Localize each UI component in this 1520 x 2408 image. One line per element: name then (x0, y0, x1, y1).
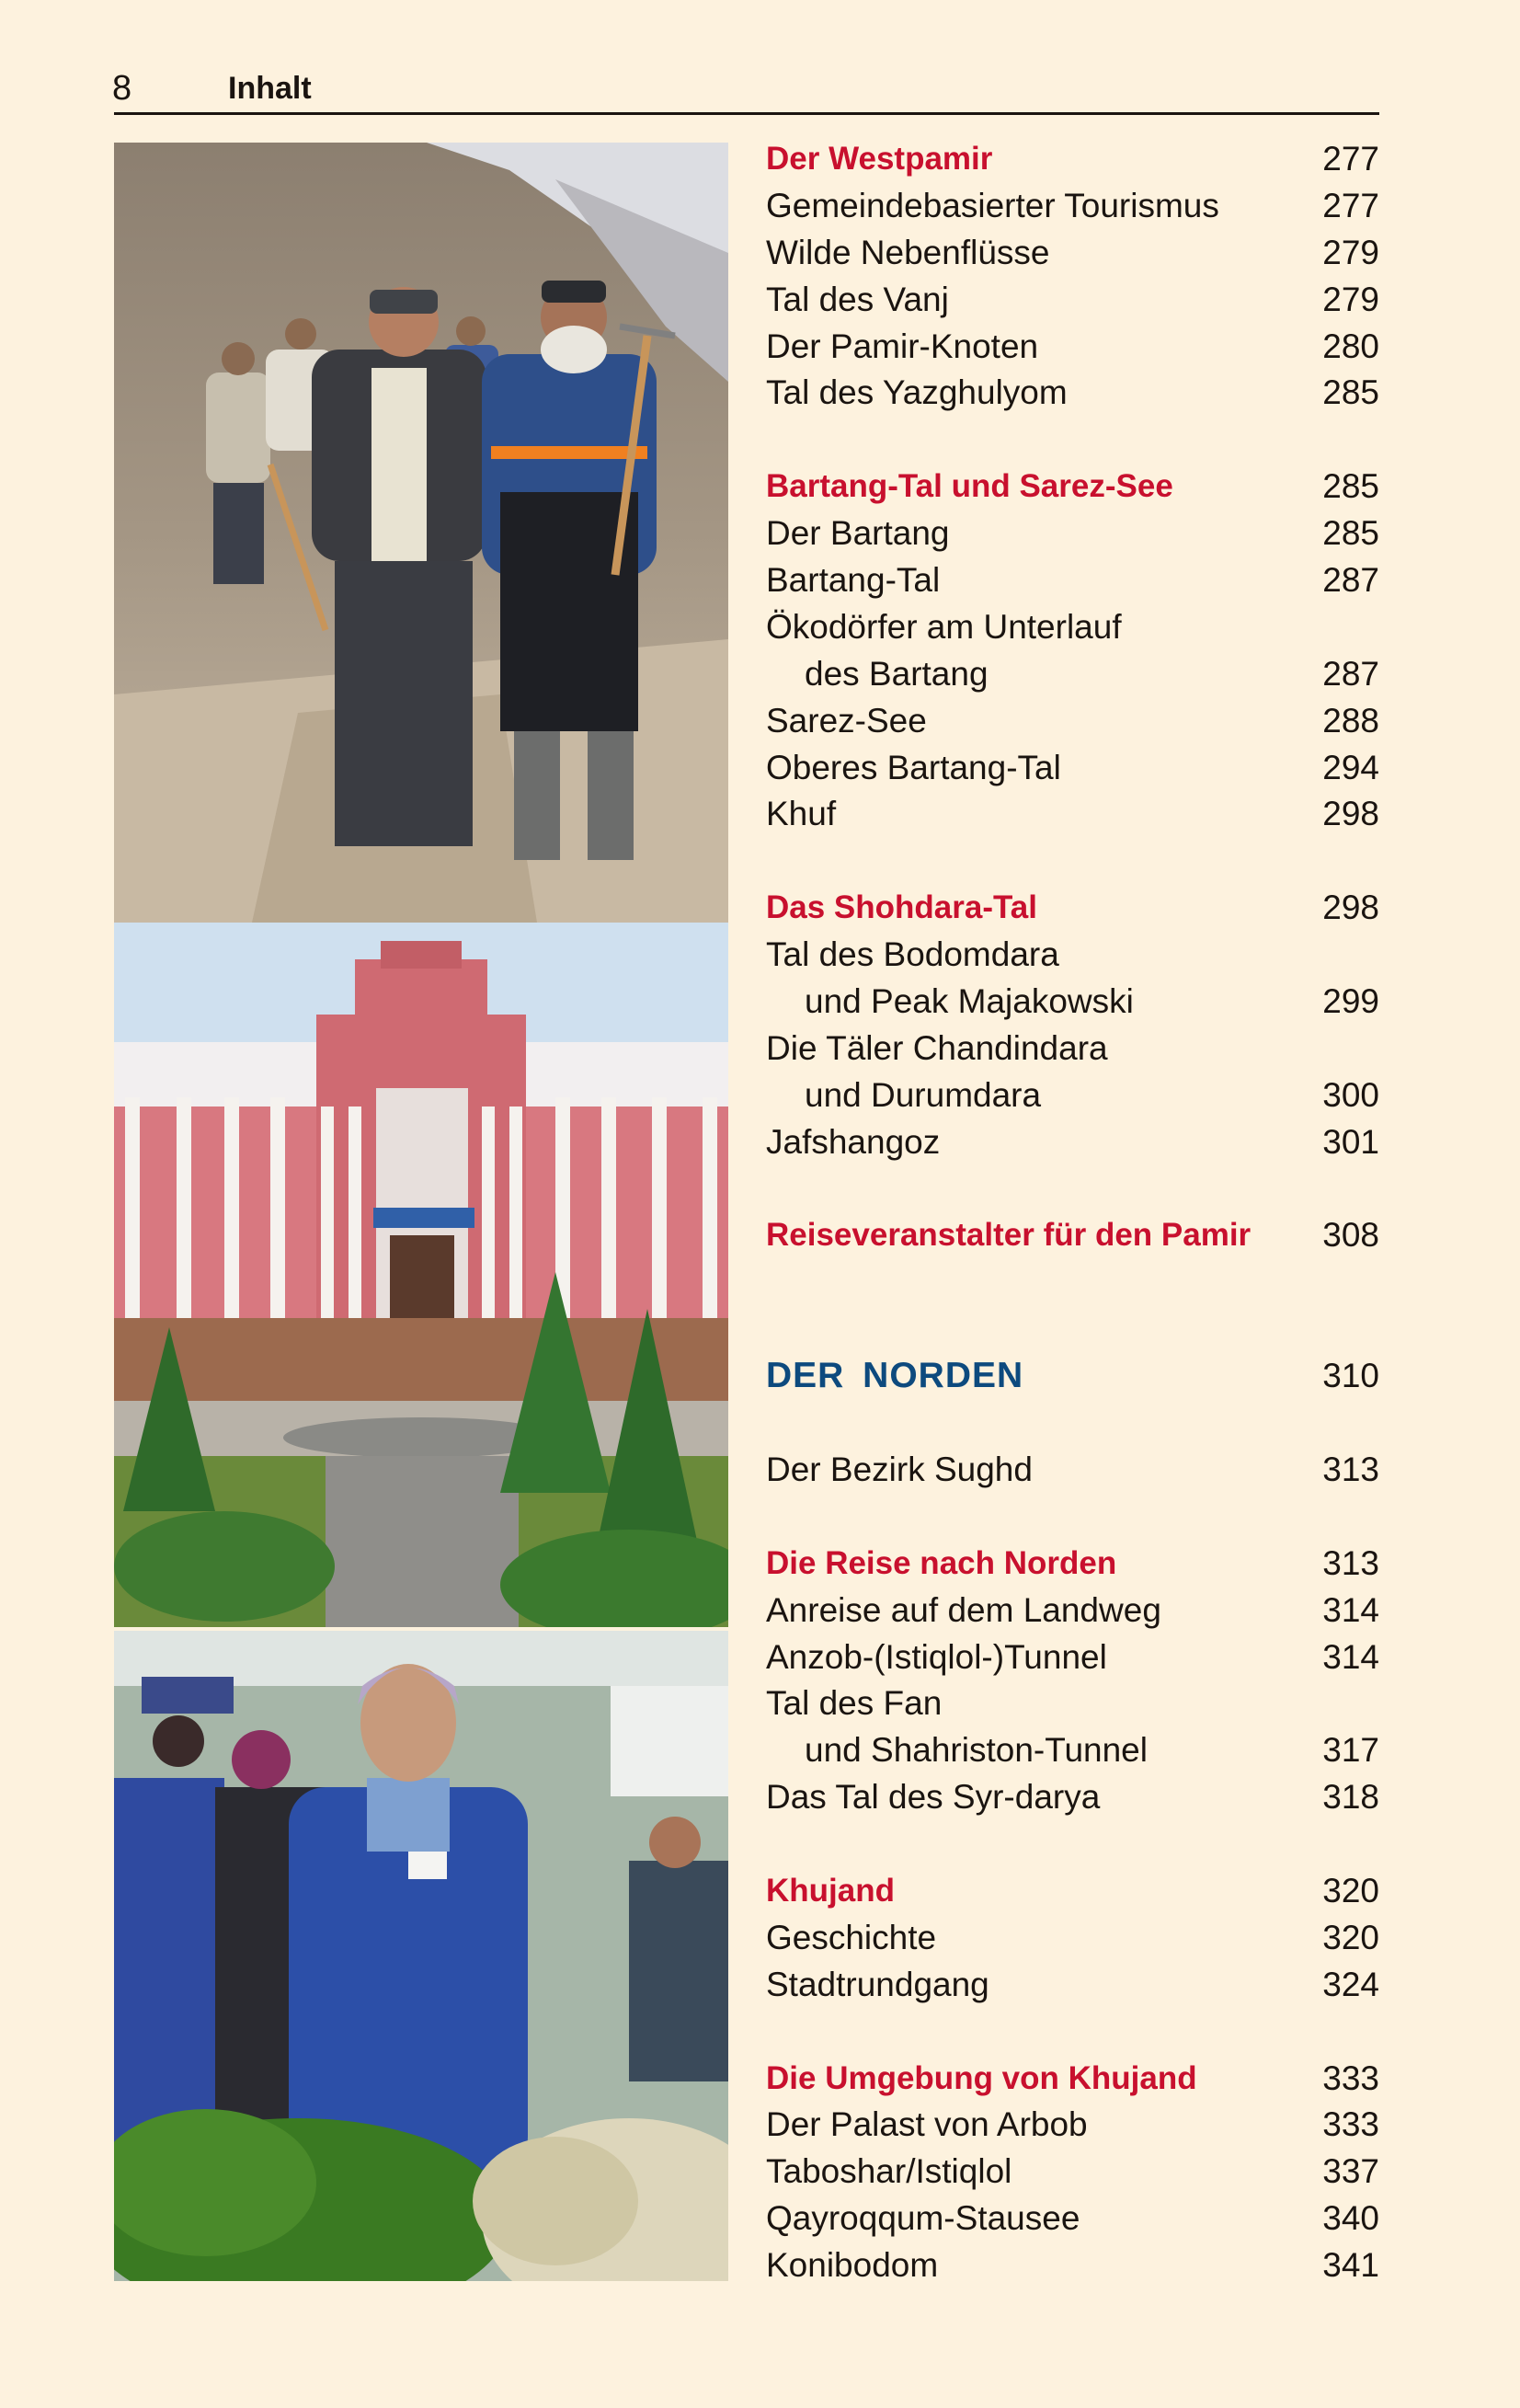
photo-market-woman (114, 1631, 728, 2281)
toc-spacer (766, 1259, 1379, 1306)
toc-entry[interactable]: Das Tal des Syr-darya 318 (766, 1778, 1379, 1817)
running-title: Inhalt (228, 71, 312, 106)
toc-entry[interactable]: Qayroqqum-Stausee 340 (766, 2199, 1379, 2238)
toc-entry[interactable]: Bartang-Tal 287 (766, 561, 1379, 600)
toc-spacer (766, 1821, 1379, 1868)
toc-spacer (766, 1306, 1379, 1353)
toc-entry[interactable]: Tal des Fan (766, 1684, 943, 1723)
photo-mountain-workers (114, 143, 728, 923)
toc-entry-continuation[interactable]: und Shahriston-Tunnel 317 (805, 1731, 1379, 1770)
toc-entry[interactable]: Gemeindebasierter Tourismus 277 (766, 186, 1379, 224)
toc-spacer (766, 417, 1379, 464)
toc-spacer (766, 1494, 1379, 1541)
toc-entry[interactable]: Stadtrundgang 324 (766, 1965, 1379, 2003)
toc-chapter-heading[interactable]: DER NORDEN 310 (766, 1356, 1379, 1396)
toc-entry[interactable]: Der Bezirk Sughd 313 (766, 1450, 1379, 1488)
toc-entry-continuation[interactable]: und Peak Majakowski 299 (805, 982, 1379, 1021)
toc-entry[interactable]: Der Palast von Arbob 333 (766, 2105, 1379, 2144)
photo-column (114, 143, 728, 2281)
toc-entry[interactable]: Der Pamir-Knoten 280 (766, 327, 1379, 365)
toc-section-heading[interactable]: Das Shohdara-Tal 298 (766, 889, 1379, 927)
table-of-contents (766, 136, 1379, 2289)
toc-spacer (766, 2009, 1379, 2056)
photo-pink-building (114, 923, 728, 1627)
toc-entry[interactable]: Der Bartang 285 (766, 514, 1379, 553)
toc-entry[interactable]: Geschichte 320 (766, 1918, 1379, 1956)
toc-entry[interactable]: Anzob-(Istiqlol-)Tunnel 314 (766, 1637, 1379, 1676)
toc-spacer (766, 1166, 1379, 1213)
toc-entry[interactable]: Tal des Yazghulyom 285 (766, 373, 1379, 412)
toc-entry[interactable]: Oberes Bartang-Tal 294 (766, 748, 1379, 786)
toc-section-heading[interactable]: Reiseveranstalter für den Pamir 308 (766, 1216, 1379, 1255)
toc-entry[interactable]: Konibodom 341 (766, 2246, 1379, 2285)
toc-entry[interactable]: Tal des Bodomdara (766, 935, 1059, 974)
toc-spacer (766, 1400, 1379, 1447)
toc-entry[interactable]: Taboshar/Istiqlol 337 (766, 2152, 1379, 2191)
toc-entry-continuation[interactable]: und Durumdara 300 (805, 1075, 1379, 1114)
toc-section-heading[interactable]: Der Westpamir 277 (766, 140, 1379, 178)
toc-spacer (766, 838, 1379, 885)
toc-entry-continuation[interactable]: des Bartang 287 (805, 654, 1379, 693)
toc-entry[interactable]: Jafshangoz 301 (766, 1122, 1379, 1161)
toc-entry[interactable]: Ökodörfer am Unterlauf (766, 607, 1122, 646)
toc-section-heading[interactable]: Khujand 320 (766, 1871, 1379, 1909)
header-rule (114, 112, 1379, 115)
toc-entry[interactable]: Sarez-See 288 (766, 701, 1379, 740)
toc-section-heading[interactable]: Bartang-Tal und Sarez-See 285 (766, 467, 1379, 506)
toc-entry[interactable]: Die Täler Chandindara (766, 1028, 1108, 1067)
toc-section-heading[interactable]: Die Reise nach Norden 313 (766, 1543, 1379, 1582)
toc-entry[interactable]: Wilde Nebenflüsse 279 (766, 233, 1379, 271)
toc-section-heading[interactable]: Die Umgebung von Khujand 333 (766, 2058, 1379, 2097)
toc-entry[interactable]: Tal des Vanj 279 (766, 280, 1379, 318)
page-number: 8 (112, 69, 132, 108)
toc-entry[interactable]: Khuf 298 (766, 795, 1379, 833)
toc-entry[interactable]: Anreise auf dem Landweg 314 (766, 1590, 1379, 1629)
